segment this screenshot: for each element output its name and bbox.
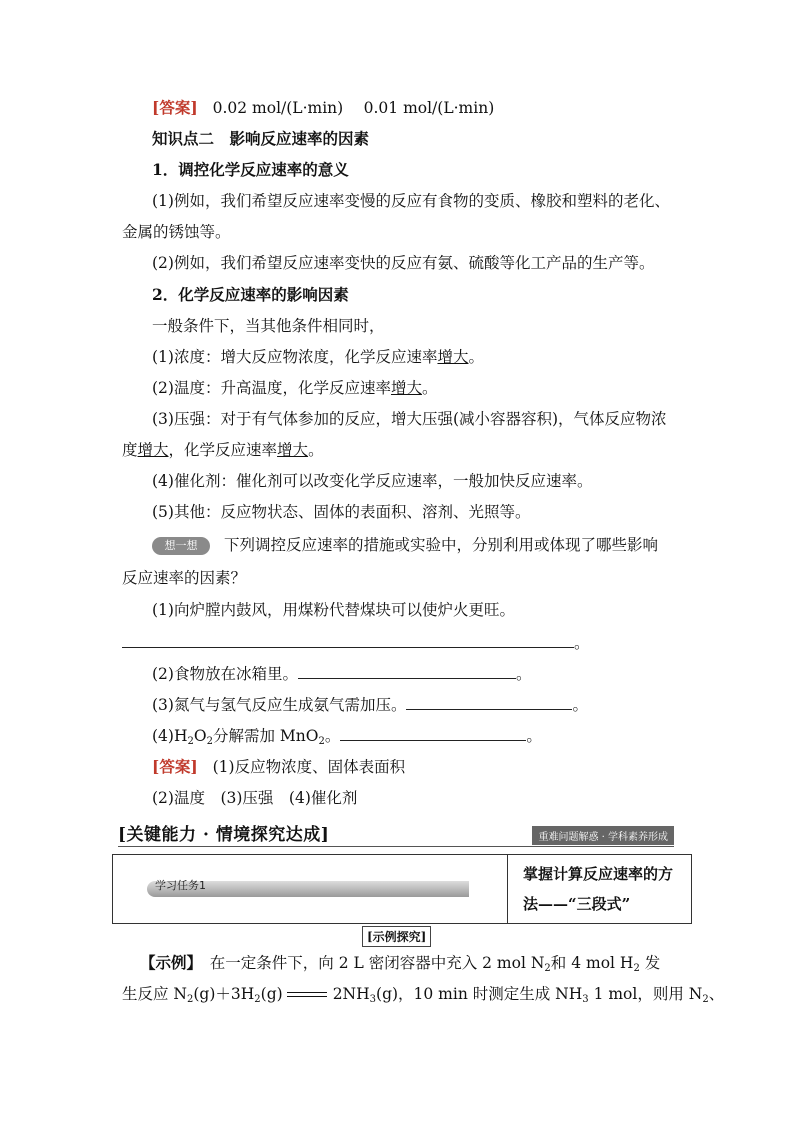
- section-tag: 重难问题解惑 · 学科素养形成: [532, 826, 674, 845]
- think-question-a: 想一想 下列调控反应速率的措施或实验中，分别利用或体现了哪些影响: [152, 535, 712, 555]
- para-1b: 金属的锈蚀等。: [122, 223, 231, 241]
- answer-fill: 增大: [137, 441, 169, 459]
- answer-fill: 增大: [277, 441, 309, 459]
- answer-line-1: [152, 98, 712, 118]
- answer-fill: 增大: [437, 348, 469, 366]
- question-2: (2)食物放在冰箱里。 。: [152, 665, 532, 683]
- think-question-b: 反应速率的因素？: [122, 569, 247, 587]
- factor-pressure-a: (3)压强：对于有气体参加的反应，增大压强(减小容器容积)，气体反应物浓: [152, 410, 667, 428]
- factor-other: (5)其他：反应物状态、固体的表面积、溶剂、光照等。: [152, 503, 531, 521]
- task-label-cell: [113, 855, 508, 923]
- task-title: 掌握计算反应速率的方法——“三段式”: [523, 865, 674, 913]
- factor-concentration: (1)浓度：增大反应物浓度，化学反应速率增大。: [152, 348, 484, 366]
- para-2: (2)例如，我们希望反应速率变快的反应有氨、硫酸等化工产品的生产等。: [152, 254, 655, 272]
- answer-text: 0.02 mol/(L·min) 0.01 mol/(L·min): [212, 99, 495, 117]
- heading-1: 1．调控化学反应速率的意义: [152, 160, 349, 179]
- question-1: (1)向炉膛内鼓风，用煤粉代替煤块可以使炉火更旺。: [152, 601, 515, 619]
- intro-text: 一般条件下，当其他条件相同时，: [152, 317, 385, 335]
- answer-text: (1)反应物浓度、固体表面积: [212, 758, 406, 776]
- example-line-b: 生反应 $N_2(g)+3H_2(g)$ $2NH_3(g)$，10 min 时测定生成 $NH_3$ 1 mol，则用 $N_2$、: [122, 985, 725, 1005]
- example-line-a: 【示例】 在一定条件下，向 2 L 密闭容器中充入 2 mol $N_2$和 4 mol $H_2$ 发: [140, 953, 661, 974]
- fill-blank[interactable]: [122, 633, 574, 648]
- knowledge-point-title: 知识点二 影响反应速率的因素: [152, 129, 370, 148]
- example-label: 【示例】: [140, 953, 195, 972]
- para-1a: (1)例如，我们希望反应速率变慢的反应有食物的变质、橡胶和塑料的老化、: [152, 192, 670, 210]
- task-label: 学习任务1: [155, 879, 206, 892]
- question-4: $(4)H_2O_2$分解需加 MnO$_2$。 。: [152, 727, 542, 747]
- learning-task-box: [112, 854, 692, 924]
- factor-temperature: (2)温度：升高温度，化学反应速率增大。: [152, 379, 438, 397]
- factor-catalyst: (4)催化剂：催化剂可以改变化学反应速率，一般加快反应速率。: [152, 472, 593, 490]
- question-3: (3)氮气与氢气反应生成氨气需加压。 。: [152, 696, 588, 714]
- question-1-blank: 。: [122, 633, 682, 653]
- section-title: [关键能力 · 情境探究达成]: [118, 825, 330, 845]
- equilibrium-arrow-icon: [287, 990, 329, 1000]
- fill-blank[interactable]: [340, 726, 526, 741]
- think-icon: 想一想: [152, 537, 210, 555]
- answer-line-2b: (2)温度 (3)压强 (4)催化剂: [152, 789, 358, 807]
- answer-fill: 增大: [390, 379, 422, 397]
- example-tag: [示例探究]: [362, 926, 431, 947]
- heading-2: 2．化学反应速率的影响因素: [152, 285, 349, 304]
- fill-blank[interactable]: [298, 664, 516, 679]
- answer-tag: [答案]: [152, 757, 198, 776]
- fill-blank[interactable]: [406, 695, 572, 710]
- answer-line-2: [152, 757, 712, 777]
- answer-tag: [答案]: [152, 98, 198, 117]
- factor-pressure-b: 度增大，化学反应速率增大。: [122, 441, 324, 459]
- section-header: [118, 818, 674, 847]
